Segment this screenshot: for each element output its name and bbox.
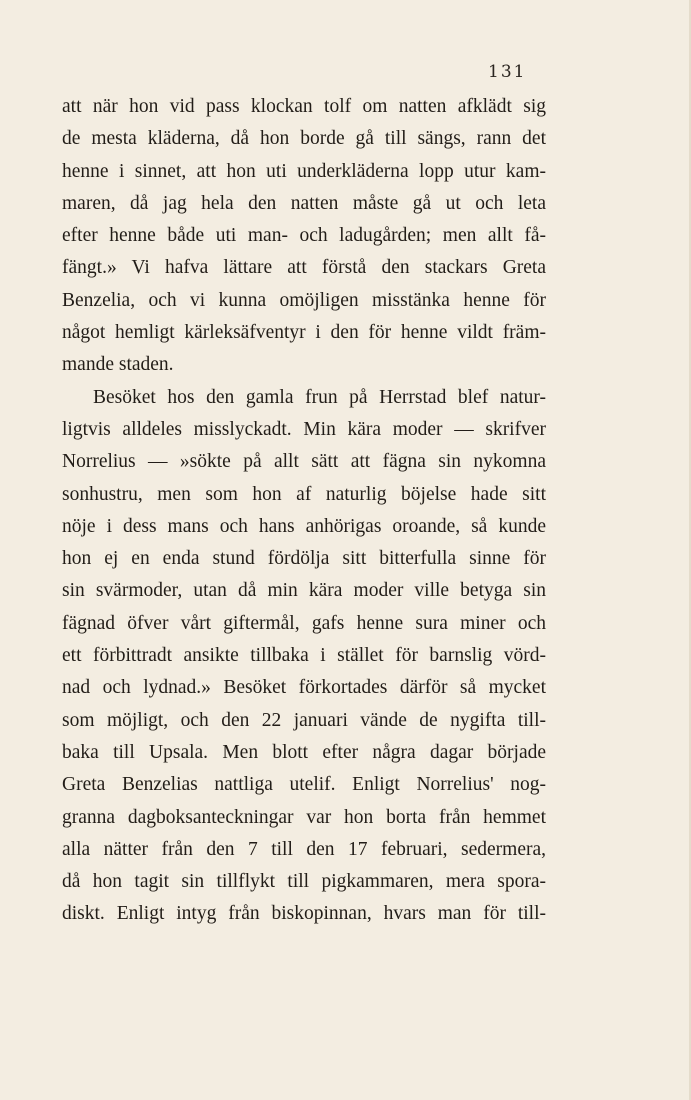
text-line: alla nätter från den 7 till den 17 februari, sedermera, bbox=[62, 838, 546, 860]
text-line: granna dagboksanteckningar var hon borta från hemmet bbox=[62, 806, 546, 828]
text-line: sin svärmoder, utan då min kära moder ville betyga sin bbox=[62, 580, 546, 602]
text-line: Besöket hos den gamla frun på Herrstad blef natur- bbox=[93, 386, 546, 408]
text-line: mande staden. bbox=[62, 354, 174, 376]
page-number: 131 bbox=[488, 62, 527, 82]
text-line: Benzelia, och vi kunna omöjligen misstänka henne för bbox=[62, 289, 546, 311]
text-line: efter henne både uti man- och ladugården; men allt få- bbox=[62, 225, 546, 247]
text-line: att när hon vid pass klockan tolf om natten afklädt sig bbox=[62, 96, 546, 117]
text-line: de mesta kläderna, då hon borde gå till sängs, rann det bbox=[62, 128, 546, 150]
text-line: nöje i dess mans och hans anhörigas oroande, så kunde bbox=[62, 515, 546, 537]
text-line: baka till Upsala. Men blott efter några dagar började bbox=[62, 741, 546, 763]
text-line: fängt.» Vi hafva lättare att förstå den stackars Greta bbox=[62, 257, 546, 279]
text-line: hon ej en enda stund fördölja sitt bitterfulla sinne för bbox=[62, 548, 546, 570]
text-line: som möjligt, och den 22 januari vände de nygifta till- bbox=[62, 709, 546, 731]
text-line: Norrelius — »sökte på allt sätt att fägna sin nykomna bbox=[62, 451, 546, 473]
text-line: ett förbittradt ansikte tillbaka i stället för barnslig vörd- bbox=[62, 645, 546, 667]
body-text bbox=[62, 91, 546, 931]
text-line: då hon tagit sin tillflykt till pigkammaren, mera spora- bbox=[62, 871, 546, 893]
text-line: Greta Benzelias nattliga utelif. Enligt Norrelius' nog- bbox=[62, 774, 546, 796]
text-line: sonhustru, men som hon af naturlig böjelse hade sitt bbox=[62, 483, 546, 505]
text-line: henne i sinnet, att hon uti underkläderna lopp utur kam- bbox=[62, 160, 546, 182]
text-line: maren, då jag hela den natten måste gå ut och leta bbox=[62, 192, 546, 214]
text-line: något hemligt kärleksäfventyr i den för henne vildt främ- bbox=[62, 322, 546, 344]
text-line: fägnad öfver vårt giftermål, gafs henne sura miner och bbox=[62, 612, 546, 634]
text-line: ligtvis alldeles misslyckadt. Min kära moder — skrifver bbox=[62, 418, 546, 440]
text-line: nad och lydnad.» Besöket förkortades därför så mycket bbox=[62, 677, 546, 699]
text-line: diskt. Enligt intyg från biskopinnan, hvars man för till- bbox=[62, 903, 546, 925]
